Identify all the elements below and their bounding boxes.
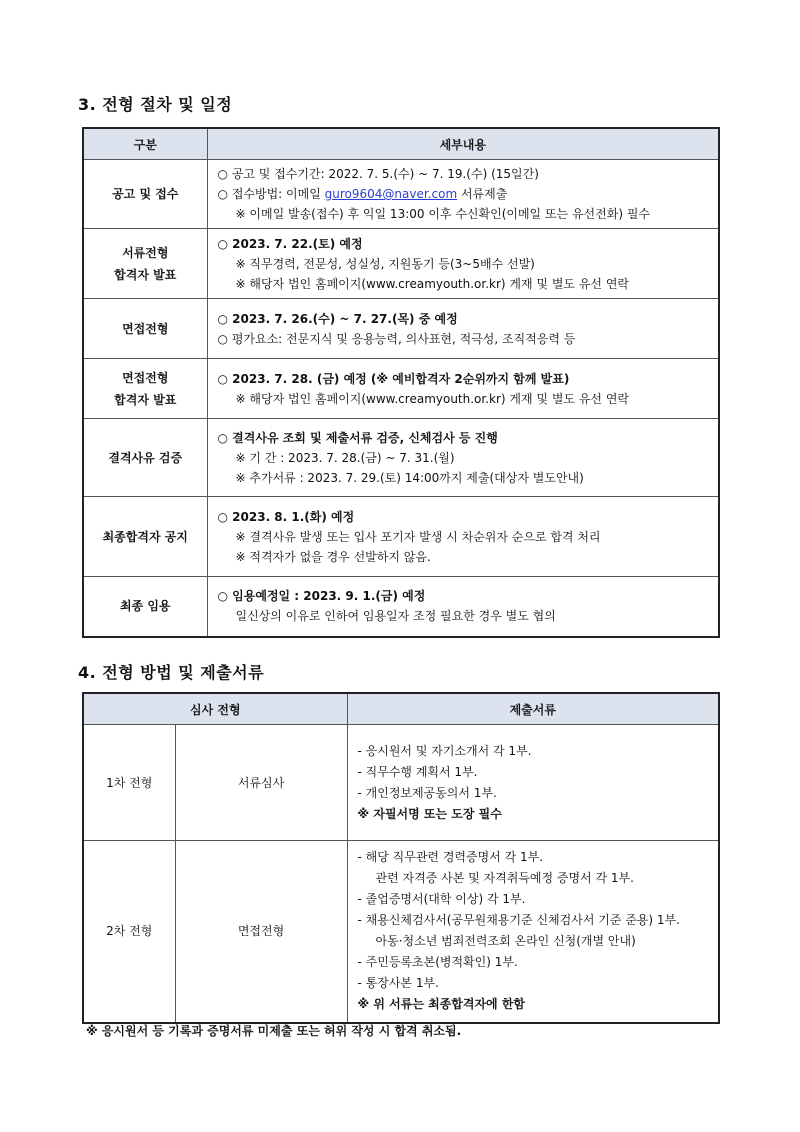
footnote: ※ 응시원서 등 기록과 증명서류 미제출 또는 허위 작성 시 합격 취소됨. bbox=[86, 1024, 462, 1038]
detail-line bbox=[218, 389, 709, 409]
detail-text: 서류제출 bbox=[457, 187, 508, 201]
detail-line bbox=[218, 428, 709, 448]
documents-cell bbox=[347, 725, 719, 841]
bullet-mark: ○ bbox=[217, 430, 228, 445]
detail-line bbox=[218, 606, 709, 626]
header-category: 구분 bbox=[83, 128, 207, 160]
category-line: 면접전형 bbox=[122, 321, 169, 336]
detail-text: 결격사유 조회 및 제출서류 검증, 신체검사 등 진행 bbox=[232, 430, 498, 445]
detail-line bbox=[218, 329, 709, 349]
stage-cell: 1차 전형 bbox=[83, 725, 175, 841]
bullet-mark: ※ bbox=[235, 450, 246, 465]
category-line: 서류전형 bbox=[122, 245, 169, 260]
documents-row bbox=[83, 725, 719, 841]
schedule-row bbox=[83, 419, 719, 497]
schedule-category bbox=[83, 299, 207, 359]
detail-line bbox=[218, 369, 709, 389]
bullet-mark: ※ bbox=[235, 207, 246, 221]
section-3-title: 3. 전형 절차 및 일정 bbox=[78, 95, 233, 114]
document-line: - 응시원서 및 자기소개서 각 1부. bbox=[357, 743, 532, 758]
documents-row bbox=[83, 841, 719, 1023]
category-line: 면접전형 bbox=[122, 370, 169, 385]
schedule-detail bbox=[207, 160, 719, 229]
detail-text: 임용예정일 : 2023. 9. 1.(금) 예정 bbox=[232, 589, 426, 604]
detail-line bbox=[218, 507, 709, 527]
detail-line bbox=[218, 527, 709, 547]
documents-cell bbox=[347, 841, 719, 1023]
documents-table bbox=[82, 692, 720, 1024]
document-line: - 직무수행 계획서 1부. bbox=[357, 764, 478, 779]
bullet-mark: ○ bbox=[217, 371, 228, 386]
detail-text: 이메일 발송(접수) 후 익일 13:00 이후 수신확인(이메일 또는 유선전화) 필수 bbox=[249, 207, 651, 221]
document-line: ※ 위 서류는 최종합격자에 한함 bbox=[357, 997, 525, 1012]
bullet-mark: ○ bbox=[217, 187, 228, 201]
category-line: 합격자 발표 bbox=[114, 267, 177, 282]
bullet-mark: ※ bbox=[235, 470, 246, 485]
section-4-title: 4. 전형 방법 및 제출서류 bbox=[78, 663, 265, 682]
schedule-row bbox=[83, 229, 719, 299]
document-line: - 개인정보제공동의서 1부. bbox=[357, 785, 497, 800]
detail-text: 2023. 8. 1.(화) 예정 bbox=[232, 509, 355, 524]
bullet-mark: ※ bbox=[235, 549, 246, 564]
schedule-table bbox=[82, 127, 720, 638]
email-link[interactable]: guro9604@naver.com bbox=[324, 187, 458, 201]
schedule-detail bbox=[207, 577, 719, 637]
schedule-row bbox=[83, 359, 719, 419]
detail-text: 결격사유 발생 또는 입사 포기자 발생 시 차순위자 순으로 합격 처리 bbox=[249, 529, 601, 544]
documents-header-row bbox=[83, 693, 719, 725]
detail-line bbox=[218, 254, 709, 274]
category-line: 합격자 발표 bbox=[114, 392, 177, 407]
detail-line bbox=[218, 274, 709, 294]
schedule-category bbox=[83, 419, 207, 497]
schedule-row bbox=[83, 299, 719, 359]
schedule-row bbox=[83, 160, 719, 229]
schedule-detail bbox=[207, 419, 719, 497]
detail-text: 해당자 법인 홈페이지(www.creamyouth.or.kr) 게재 및 별도 유선 연락 bbox=[249, 391, 630, 406]
schedule-category bbox=[83, 497, 207, 577]
method-cell: 서류심사 bbox=[175, 725, 347, 841]
detail-line bbox=[218, 309, 709, 329]
document-line: - 통장사본 1부. bbox=[357, 976, 439, 991]
schedule-detail bbox=[207, 497, 719, 577]
category-line: 공고 및 접수 bbox=[112, 187, 179, 201]
schedule-category bbox=[83, 160, 207, 229]
schedule-category bbox=[83, 359, 207, 419]
detail-text: 접수방법: 이메일 bbox=[231, 187, 325, 201]
document-line: - 해당 직무관련 경력증명서 각 1부. bbox=[357, 850, 544, 865]
schedule-detail bbox=[207, 359, 719, 419]
bullet-mark: ※ bbox=[235, 529, 246, 544]
category-line: 최종 임용 bbox=[119, 599, 171, 614]
bullet-mark: ○ bbox=[217, 311, 228, 326]
category-line: 결격사유 검증 bbox=[108, 450, 183, 465]
detail-line bbox=[218, 204, 709, 224]
detail-text: 일신상의 이유로 인하여 임용일자 조정 필요한 경우 별도 협의 bbox=[235, 609, 556, 624]
schedule-category bbox=[83, 577, 207, 637]
detail-text: 추가서류 : 2023. 7. 29.(토) 14:00까지 제출(대상자 별도안내) bbox=[249, 470, 584, 485]
document-line: - 채용신체검사서(공무원채용기준 신체검사서 기준 준용) 1부. bbox=[357, 913, 680, 928]
document-line: 아동·청소년 범죄전력조회 온라인 신청(개별 안내) bbox=[375, 934, 636, 949]
schedule-header-row bbox=[83, 128, 719, 160]
stage-cell: 2차 전형 bbox=[83, 841, 175, 1023]
schedule-detail bbox=[207, 299, 719, 359]
detail-line bbox=[218, 586, 709, 606]
bullet-mark: ○ bbox=[217, 236, 228, 251]
detail-line bbox=[218, 547, 709, 567]
detail-text: 기 간 : 2023. 7. 28.(금) ~ 7. 31.(월) bbox=[249, 450, 455, 465]
schedule-row bbox=[83, 497, 719, 577]
detail-text: 적격자가 없을 경우 선발하지 않음. bbox=[249, 549, 431, 564]
bullet-mark: ※ bbox=[235, 276, 246, 291]
bullet-mark: ○ bbox=[217, 589, 228, 604]
header-detail: 세부내용 bbox=[207, 128, 719, 160]
bullet-mark: ※ bbox=[235, 256, 246, 271]
detail-text: 2023. 7. 28. (금) 예정 (※ 예비합격자 2순위까지 함께 발표) bbox=[232, 371, 570, 386]
bullet-mark: ○ bbox=[217, 509, 228, 524]
header-documents: 제출서류 bbox=[347, 693, 719, 725]
schedule-detail bbox=[207, 229, 719, 299]
detail-text: 해당자 법인 홈페이지(www.creamyouth.or.kr) 게재 및 별도 유선 연락 bbox=[249, 276, 630, 291]
detail-text: 직무경력, 전문성, 성실성, 지원동기 등(3~5배수 선발) bbox=[249, 256, 535, 271]
schedule-category bbox=[83, 229, 207, 299]
detail-line bbox=[218, 468, 709, 488]
detail-text: 평가요소: 전문지식 및 응용능력, 의사표현, 적극성, 조직적응력 등 bbox=[231, 331, 576, 346]
detail-line bbox=[218, 234, 709, 254]
detail-line bbox=[218, 184, 709, 204]
document-line: - 졸업증명서(대학 이상) 각 1부. bbox=[357, 892, 526, 907]
document-line: 관련 자격증 사본 및 자격취득예정 증명서 각 1부. bbox=[375, 871, 634, 886]
method-cell: 면접전형 bbox=[175, 841, 347, 1023]
bullet-mark: ※ bbox=[235, 391, 246, 406]
category-line: 최종합격자 공지 bbox=[102, 529, 188, 544]
bullet-mark: ○ bbox=[217, 331, 228, 346]
header-screening: 심사 전형 bbox=[83, 693, 347, 725]
detail-text: 2023. 7. 26.(수) ~ 7. 27.(목) 중 예정 bbox=[232, 311, 458, 326]
document-line: ※ 자필서명 또는 도장 필수 bbox=[357, 806, 502, 821]
detail-text: 2023. 7. 22.(토) 예정 bbox=[232, 236, 363, 251]
schedule-row bbox=[83, 577, 719, 637]
bullet-mark: ○ bbox=[217, 167, 228, 181]
detail-line bbox=[218, 164, 709, 184]
document-line: - 주민등록초본(병적확인) 1부. bbox=[357, 955, 518, 970]
detail-text: 공고 및 접수기간: 2022. 7. 5.(수) ~ 7. 19.(수) (15일간) bbox=[231, 167, 539, 181]
detail-line bbox=[218, 448, 709, 468]
